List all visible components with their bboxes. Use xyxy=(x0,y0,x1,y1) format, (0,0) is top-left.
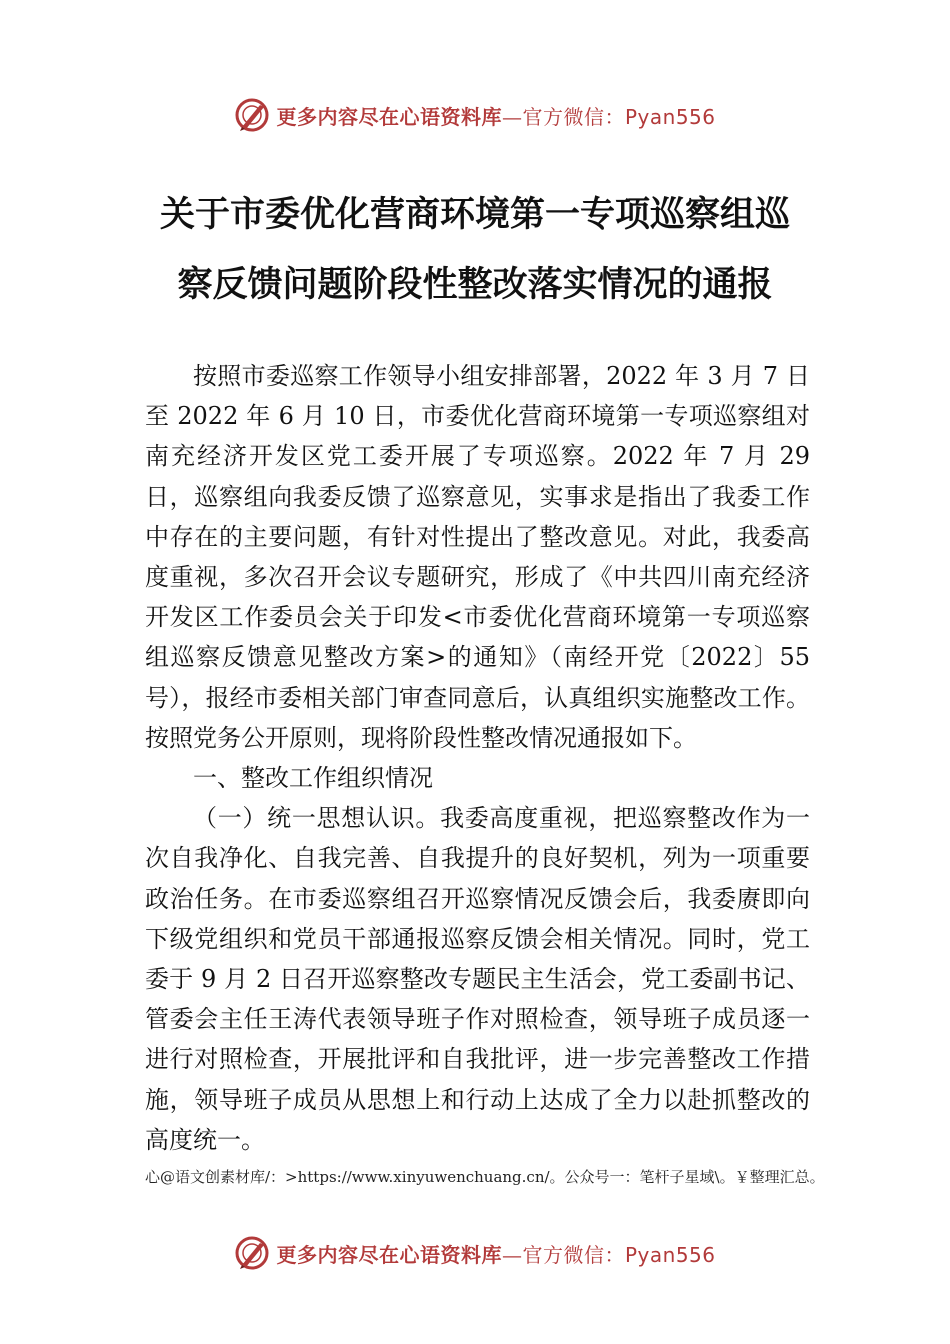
footer-banner xyxy=(0,1230,950,1276)
title-line-2: 察反馈问题阶段性整改落实情况的通报 xyxy=(177,264,773,305)
banner-library: 更多内容尽在心语资料库 xyxy=(276,104,502,129)
document-body xyxy=(145,356,810,1160)
banner-text xyxy=(276,101,715,130)
header-banner xyxy=(0,92,950,138)
banner-text xyxy=(276,1239,715,1268)
banner-separator: —官方微信： xyxy=(501,1242,625,1267)
paragraph-intro: 按照市委巡察工作领导小组安排部署，2022 年 3 月 7 日至 2022 年 6 月 10 日，市委优化营商环境第一专项巡察组对南充经济开发区党工委开展了专项巡察。2022 年 7 月 29 日，巡察组向我委反馈了巡察意见，实事求是指出了我委工作中存在的主要问题，有针对性提出了整改意见。对此，我委高度重视，多次召开会议专题研究，形成了《中共四川南充经济开发区工作委员会关于印发<市委优化营商环境第一专项巡察组巡察反馈意见整改方案>的通知》（南经开党〔2022〕55 号），报经市委相关部门审查同意后，认真组织实施整改工作。按照党务公开原则，现将阶段性整改情况通报如下。 xyxy=(145,362,810,752)
banner-wechat-id: Pyan556 xyxy=(624,1242,716,1267)
banner-wechat-id: Pyan556 xyxy=(624,104,716,129)
banner-separator: —官方微信： xyxy=(501,104,625,129)
source-footnote: 心@语文创素材库/：>https://www.xinyuwenchuang.cn/。公众号一：笔杆子星域\。￥整理汇总。 xyxy=(145,1168,825,1186)
document-title xyxy=(140,180,810,320)
pen-logo-icon xyxy=(234,1235,270,1271)
banner-library: 更多内容尽在心语资料库 xyxy=(276,1242,502,1267)
section-heading-1: 一、整改工作组织情况 xyxy=(193,764,433,793)
title-line-1: 关于市委优化营商环境第一专项巡察组巡 xyxy=(159,194,790,235)
pen-logo-icon xyxy=(234,97,270,133)
paragraph-unify-thinking: （一）统一思想认识。我委高度重视，把巡察整改作为一次自我净化、自我完善、自我提升的良好契机，列为一项重要政治任务。在市委巡察组召开巡察情况反馈会后，我委赓即向下级党组织和党员干部通报巡察反馈会相关情况。同时，党工委于 9 月 2 日召开巡察整改专题民主生活会，党工委副书记、管委会主任王涛代表领导班子作对照检查，领导班子成员逐一进行对照检查，开展批评和自我批评，进一步完善整改工作措施，领导班子成员从思想上和行动上达成了全力以赴抓整改的高度统一。 xyxy=(145,804,810,1154)
